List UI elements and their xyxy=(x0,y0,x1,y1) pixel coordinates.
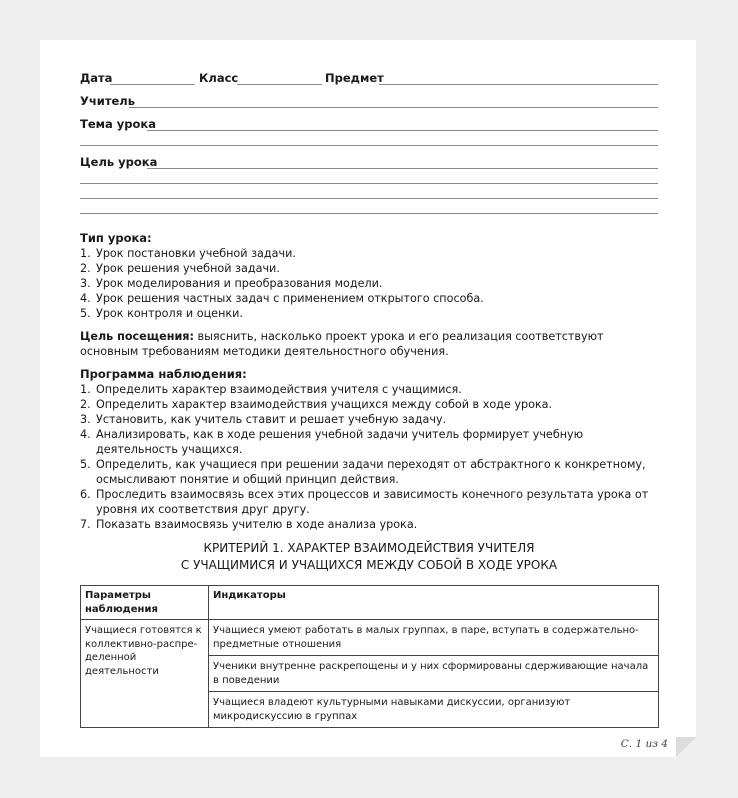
visit-goal-text: выяснить, насколько проект урока и его реализация соответствуют основным требованиям методики деятельностного обучения. xyxy=(80,330,604,358)
list-item: 7. Показать взаимосвязь учителю в ходе анализа урока. xyxy=(80,518,418,531)
criterion-table xyxy=(80,585,659,728)
table-cell-indicator: Учащиеся владеют культурными навыками дискуссии, организуют микродискуссию в группах xyxy=(209,692,659,728)
list-item: 3. Установить, как учитель ставит и решает учебную задачу. xyxy=(80,413,447,426)
date-label: Дата xyxy=(80,71,113,85)
table-cell-indicator: Учащиеся умеют работать в малых группах, в паре, вступать в содержательно-предметные отношения xyxy=(209,620,659,656)
lesson-type-title: Тип урока: xyxy=(80,231,152,245)
visit-goal-label: Цель посещения: xyxy=(80,330,194,343)
criterion-title xyxy=(80,540,658,573)
subject-field-line[interactable] xyxy=(379,84,658,85)
date-field-line[interactable] xyxy=(110,84,195,85)
subject-label: Предмет xyxy=(325,71,384,85)
table-header-indicators: Индикаторы xyxy=(209,586,659,620)
table-row xyxy=(81,620,659,656)
topic-field-line-2[interactable] xyxy=(80,145,658,146)
class-field-line[interactable] xyxy=(237,84,322,85)
program-title: Программа наблюдения: xyxy=(80,367,247,381)
page-number: С. 1 из 4 xyxy=(620,738,668,750)
goal-field-line-3[interactable] xyxy=(80,198,658,199)
table-cell-indicator: Ученики внутренне раскрепощены и у них сформированы сдерживающие начала в поведении xyxy=(209,656,659,692)
class-label: Класс xyxy=(199,71,239,85)
table-cell-param: Учащиеся готовятся к коллективно-распределенной деятельности xyxy=(81,620,209,728)
criterion-title-line-2: С УЧАЩИМИСЯ И УЧАЩИХСЯ МЕЖДУ СОБОЙ В ХОДЕ УРОКА xyxy=(180,557,558,572)
document-page xyxy=(40,40,696,757)
goal-field-line-2[interactable] xyxy=(80,183,658,184)
list-item: 4. Анализировать, как в ходе решения учебной задачи учитель формирует учебную деятельность учащихся. xyxy=(80,428,584,456)
list-item: 1. Определить характер взаимодействия учителя с учащимися. xyxy=(80,383,462,396)
list-item: 5. Урок контроля и оценки. xyxy=(80,307,243,320)
list-item: 1. Урок постановки учебной задачи. xyxy=(80,247,296,260)
goal-field-line[interactable] xyxy=(147,168,658,169)
page-corner-fold xyxy=(676,737,696,757)
criterion-title-line-1: КРИТЕРИЙ 1. ХАРАКТЕР ВЗАИМОДЕЙСТВИЯ УЧИТЕЛЯ xyxy=(203,541,535,555)
teacher-field-line[interactable] xyxy=(129,107,658,108)
table-header-params: Параметры наблюдения xyxy=(81,586,209,620)
goal-field-line-4[interactable] xyxy=(80,213,658,214)
list-item: 6. Проследить взаимосвязь всех этих процессов и зависимость конечного результата урока от уровня их соответствия друг другу. xyxy=(80,488,649,516)
program-list xyxy=(80,382,660,532)
list-item: 5. Определить, как учащиеся при решении задачи переходят от абстрактного к конкретному, осмысливают понятие и общий принцип действия. xyxy=(80,458,646,486)
list-item: 2. Урок решения учебной задачи. xyxy=(80,262,280,275)
teacher-label: Учитель xyxy=(80,94,135,108)
visit-goal-paragraph xyxy=(80,329,660,359)
topic-label: Тема урока xyxy=(80,117,157,131)
list-item: 2. Определить характер взаимодействия учащихся между собой в ходе урока. xyxy=(80,398,553,411)
goal-label: Цель урока xyxy=(80,155,158,169)
table-header-row xyxy=(81,586,659,620)
list-item: 3. Урок моделирования и преобразования модели. xyxy=(80,277,383,290)
lesson-type-list xyxy=(80,246,660,321)
topic-field-line[interactable] xyxy=(147,130,658,131)
list-item: 4. Урок решения частных задач с применением открытого способа. xyxy=(80,292,484,305)
